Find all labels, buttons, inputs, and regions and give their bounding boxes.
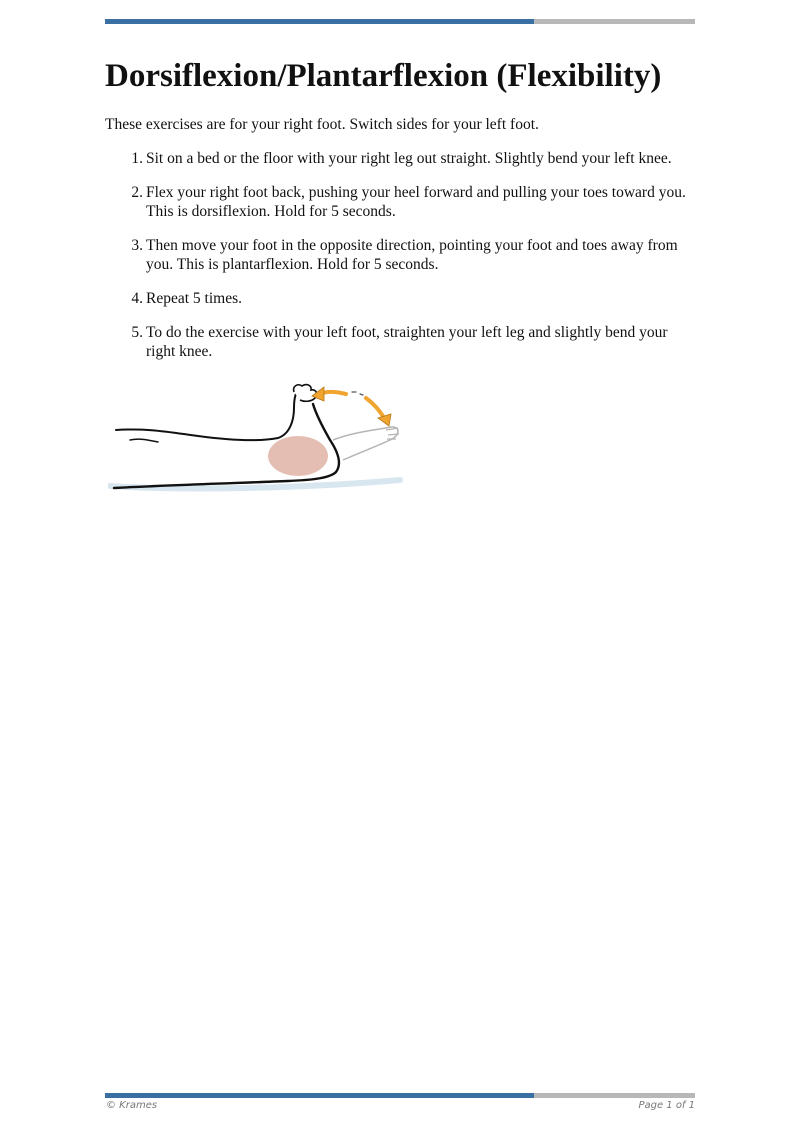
motion-dashes: [352, 392, 363, 395]
leg-upper-outline: [116, 388, 300, 440]
footer-copyright: © Krames: [106, 1100, 158, 1111]
flexed-toes: [294, 385, 317, 402]
heel-highlight: [268, 436, 328, 476]
leg-foot-flex-illustration: [108, 380, 408, 495]
step-number: 4.: [131, 290, 143, 307]
step-text: Then move your foot in the opposite direction, pointing your foot and toes away from you. This is plantarflexion. Hold for 5 seconds.: [146, 237, 678, 273]
step-text: Flex your right foot back, pushing your heel forward and pulling your toes toward you. This is dorsiflexion. Hold for 5 seconds.: [146, 184, 686, 220]
step-number: 1.: [131, 150, 143, 167]
step-number: 2.: [131, 184, 143, 201]
step-item: [105, 289, 700, 308]
step-item: [105, 323, 700, 361]
page-title: Dorsiflexion/Plantarflexion (Flexibility): [105, 58, 662, 94]
step-text: Sit on a bed or the floor with your right leg out straight. Slightly bend your left knee.: [146, 150, 672, 167]
intro-text: These exercises are for your right foot. Switch sides for your left foot.: [105, 116, 539, 133]
top-rule: [105, 19, 695, 24]
step-item: [105, 183, 700, 221]
exercise-steps: [105, 149, 700, 376]
step-text: To do the exercise with your left foot, straighten your left leg and slightly bend your right knee.: [146, 324, 668, 360]
step-item: [105, 236, 700, 274]
top-rule-track: [534, 19, 695, 24]
plantarflexion-arrow-shaft: [366, 398, 384, 418]
step-number: 3.: [131, 237, 143, 254]
footer-page-number: Page 1 of 1: [638, 1100, 695, 1111]
step-number: 5.: [131, 324, 143, 341]
step-item: [105, 149, 700, 168]
pointed-foot-outline: [333, 427, 398, 460]
bottom-rule: [105, 1093, 695, 1098]
plantarflexion-arrow-head: [378, 414, 391, 426]
top-rule-accent: [105, 19, 534, 24]
knee-crease: [130, 439, 158, 442]
bottom-rule-track: [534, 1093, 695, 1098]
step-text: Repeat 5 times.: [146, 290, 242, 307]
bottom-rule-accent: [105, 1093, 534, 1098]
